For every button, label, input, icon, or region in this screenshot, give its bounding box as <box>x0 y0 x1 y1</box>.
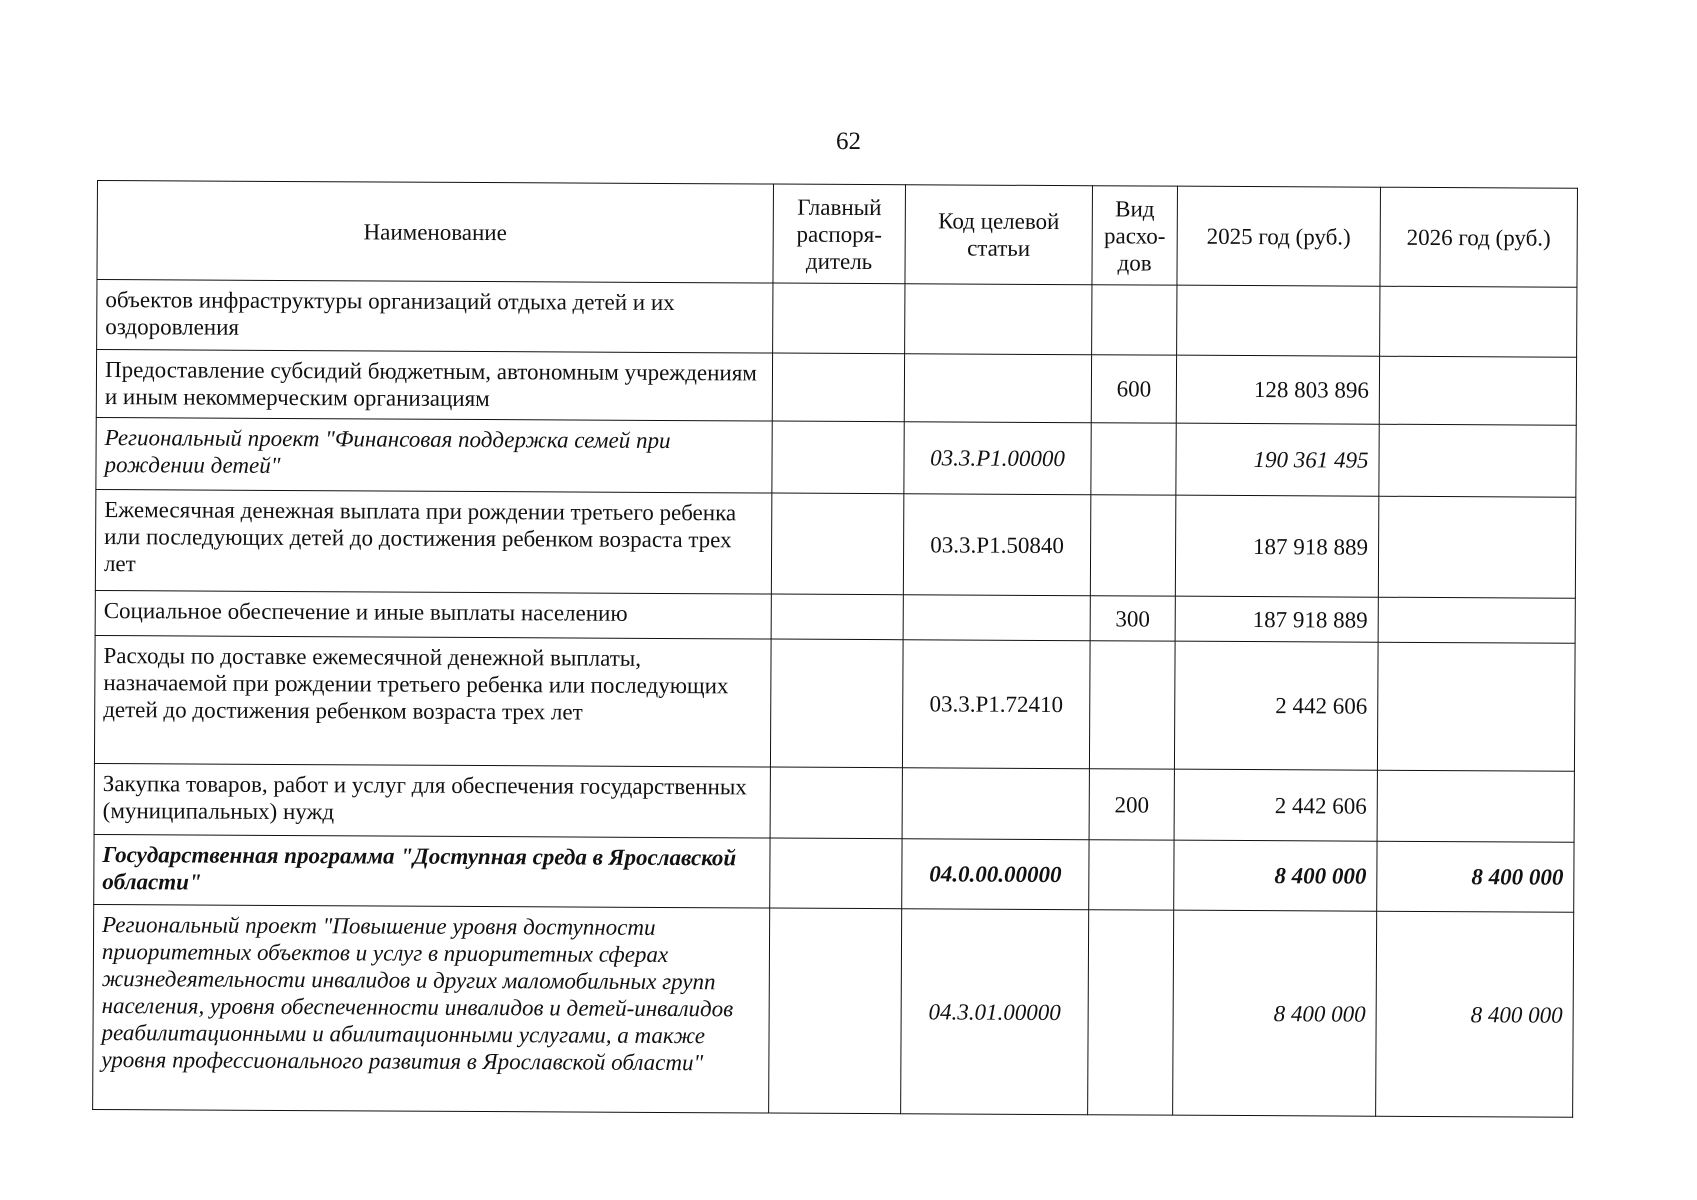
cell-expense-type <box>1088 910 1174 1115</box>
table-header-row <box>97 181 1577 288</box>
cell-2026 <box>1380 286 1577 357</box>
cell-2026 <box>1377 770 1574 842</box>
cell-name: Социальное обеспечение и иные выплаты населению <box>95 590 771 639</box>
cell-expense-type: 300 <box>1090 596 1175 641</box>
cell-manager <box>772 353 904 422</box>
cell-code <box>904 354 1091 423</box>
cell-2025: 187 918 889 <box>1175 596 1378 642</box>
cell-2026 <box>1379 424 1576 497</box>
table-row <box>95 489 1576 598</box>
cell-2025 <box>1177 285 1380 356</box>
cell-code: 03.3.P1.50840 <box>903 494 1091 596</box>
cell-code <box>902 768 1089 840</box>
cell-name: Региональный проект "Повышение уровня доступности приоритетных объектов и услуг в приоритетных сферах жизнедеятельности инвалидов и других маломобильных групп населения, уровня обеспеченности инвалидов и детей-инвалидов реабилитационными и абилитационными услугами, а также уровня профессионального развития в Ярославской области" <box>93 904 770 1113</box>
cell-2025: 128 803 896 <box>1176 355 1379 424</box>
cell-code <box>903 595 1090 641</box>
cell-code <box>905 284 1092 355</box>
cell-manager <box>771 594 903 640</box>
cell-manager <box>770 838 902 909</box>
cell-2026: 8 400 000 <box>1377 841 1574 912</box>
cell-expense-type <box>1089 840 1174 910</box>
cell-code: 03.3.P1.00000 <box>904 422 1091 495</box>
cell-manager <box>772 421 904 494</box>
cell-manager <box>769 908 902 1114</box>
table-row <box>94 834 1574 912</box>
cell-name: Региональный проект "Финансовая поддержка семей при рождении детей" <box>96 417 772 493</box>
cell-2026 <box>1378 496 1576 598</box>
table-row <box>95 590 1575 643</box>
cell-manager <box>770 639 903 768</box>
cell-2025: 8 400 000 <box>1174 840 1377 911</box>
header-2025: 2025 год (руб.) <box>1177 186 1381 286</box>
cell-expense-type <box>1091 423 1176 495</box>
cell-name: Ежемесячная денежная выплата при рождении третьего ребенка или последующих детей до достижения ребенком возраста трех лет <box>95 489 772 594</box>
table-row <box>96 417 1576 497</box>
cell-manager <box>771 493 904 595</box>
cell-manager <box>770 767 902 839</box>
cell-expense-type: 200 <box>1089 769 1174 840</box>
cell-name: Предоставление субсидий бюджетным, автономным учреждениям и иным некоммерческим организациям <box>96 350 772 422</box>
cell-2025: 2 442 606 <box>1174 769 1377 841</box>
table-row <box>96 350 1576 426</box>
table-row <box>93 904 1574 1117</box>
cell-2026 <box>1379 356 1576 425</box>
cell-name: Закупка товаров, работ и услуг для обеспечения государственных (муниципальных) нужд <box>94 763 770 838</box>
header-code: Код целевой статьи <box>905 185 1093 285</box>
cell-expense-type <box>1090 495 1176 596</box>
cell-2026 <box>1377 642 1575 771</box>
page-number: 62 <box>836 128 861 155</box>
cell-2025: 2 442 606 <box>1174 641 1378 770</box>
table-row <box>94 763 1574 842</box>
cell-name: Государственная программа "Доступная среда в Ярославской области" <box>94 834 770 908</box>
header-manager: Главный распоря-дитель <box>773 184 906 284</box>
cell-2025: 8 400 000 <box>1173 910 1377 1116</box>
cell-name: Расходы по доставке ежемесячной денежной выплаты, назначаемой при рождении третьего ребенка или последующих детей до достижения ребенком возраста трех лет <box>94 635 771 767</box>
cell-code: 04.0.00.00000 <box>902 839 1089 910</box>
header-expense-type: Вид расхо-дов <box>1092 186 1178 285</box>
cell-code: 03.3.P1.72410 <box>902 640 1090 769</box>
cell-expense-type: 600 <box>1091 355 1176 423</box>
budget-table <box>92 180 1578 1118</box>
cell-2025: 190 361 495 <box>1176 423 1379 496</box>
table-row <box>94 635 1575 771</box>
header-name: Наименование <box>97 181 774 284</box>
cell-2026 <box>1378 597 1575 643</box>
cell-manager <box>773 283 905 354</box>
header-2026: 2026 год (руб.) <box>1380 187 1578 287</box>
cell-expense-type <box>1092 285 1177 355</box>
cell-name: объектов инфраструктуры организаций отдыха детей и их оздоровления <box>97 280 773 354</box>
cell-expense-type <box>1089 641 1175 769</box>
cell-2025: 187 918 889 <box>1175 495 1379 597</box>
cell-2026: 8 400 000 <box>1376 911 1574 1117</box>
table-row <box>97 280 1577 358</box>
cell-code: 04.3.01.00000 <box>901 909 1089 1115</box>
